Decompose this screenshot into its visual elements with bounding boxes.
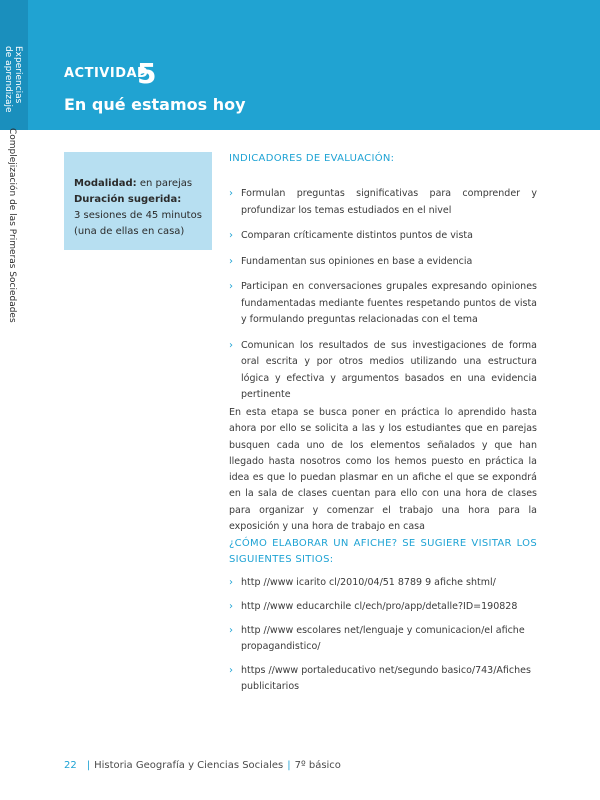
page-footer — [64, 760, 341, 771]
list-item — [229, 279, 537, 329]
series-line-2: de aprendizaje — [3, 46, 13, 113]
duracion-line-1: 3 sesiones de 45 minutos — [74, 210, 202, 221]
afiche-link: http //www icarito cl/2010/04/51 8789 9 afiche shtml/ — [241, 577, 496, 588]
bullet-chevron-icon: › — [229, 625, 233, 636]
indicadores-heading: INDICADORES DE EVALUACIÓN: — [229, 153, 395, 164]
afiche-link: http //www escolares net/lenguaje y comunicacion/el afiche propagandistico/ — [241, 625, 525, 652]
duracion-label: Duración sugerida: — [74, 194, 182, 205]
bullet-chevron-icon: › — [229, 601, 233, 612]
footer-grade: 7º básico — [294, 760, 341, 771]
activity-info-box — [64, 152, 212, 250]
chapter-label: Complejización de las Primeras Sociedades — [7, 128, 17, 323]
bullet-chevron-icon: › — [229, 665, 233, 676]
activity-label: ACTIVIDAD — [64, 66, 149, 81]
bullet-chevron-icon: › — [229, 255, 233, 267]
modalidad-line — [74, 176, 212, 192]
footer-subject: Historia Geografía y Ciencias Sociales — [94, 760, 284, 771]
list-item — [229, 575, 537, 591]
indicador-text: Comparan críticamente distintos puntos de vista — [241, 230, 473, 241]
activity-number: 5 — [137, 57, 157, 90]
bullet-chevron-icon: › — [229, 339, 233, 351]
bullet-chevron-icon: › — [229, 281, 233, 292]
body-paragraph: En esta etapa se busca poner en práctica lo aprendido hasta ahora por ello se solicita a las y los estudiantes que en parejas busquen cada uno de los elementos señalados y que han llegado hasta nosotros como los hemos puesto en práctica la idea es que lo puedan plasmar en un afiche el que se expondrá en la sala de clases cuentan para ello con una hora de clases para organizar y comenzar el trabajo una hora para la exposición y una hora de trabajo en casa — [229, 407, 537, 533]
list-item — [229, 186, 537, 219]
bullet-chevron-icon: › — [229, 188, 233, 199]
afiche-heading: ¿CÓMO ELABORAR UN AFICHE? SE SUGIERE VISITAR LOS SIGUIENTES SITIOS: — [229, 538, 537, 565]
list-item — [229, 599, 537, 615]
series-line-1: Experiencias — [13, 46, 23, 104]
indicador-text: Participan en conversaciones grupales expresando opiniones fundamentadas mediante fuentes respetando puntos de vista y formulando preguntas relacionadas con el tema — [241, 281, 537, 325]
bullet-chevron-icon: › — [229, 577, 233, 588]
modalidad-value: en parejas — [136, 178, 193, 189]
modalidad-label: Modalidad: — [74, 178, 137, 189]
indicador-text: Comunican los resultados de sus investigaciones de forma oral escrita y por otros medios utilizando una estructura lógica y efectiva y argumentos basados en una evidencia pertinente — [241, 339, 537, 400]
list-item — [229, 623, 537, 655]
page-title: En qué estamos hoy — [64, 95, 246, 114]
list-item — [229, 338, 537, 404]
bullet-chevron-icon: › — [229, 230, 233, 241]
list-item — [229, 254, 537, 271]
duracion-line-2: (una de ellas en casa) — [74, 226, 185, 237]
afiche-link: https //www portaleducativo net/segundo basico/743/Afiches publicitarios — [241, 665, 531, 692]
indicadores-list — [229, 186, 537, 413]
afiche-links-list — [229, 575, 537, 703]
footer-separator: | — [86, 760, 91, 771]
page-number: 22 — [64, 760, 77, 771]
afiche-link: http //www educarchile cl/ech/pro/app/detalle?ID=190828 — [241, 601, 518, 612]
series-label — [3, 46, 23, 113]
list-item — [229, 663, 537, 695]
indicador-text: Fundamentan sus opiniones en base a evidencia — [241, 255, 473, 267]
list-item — [229, 228, 537, 245]
indicador-text: Formulan preguntas significativas para comprender y profundizar los temas estudiados en el nivel — [241, 188, 537, 216]
footer-separator: | — [287, 760, 291, 771]
